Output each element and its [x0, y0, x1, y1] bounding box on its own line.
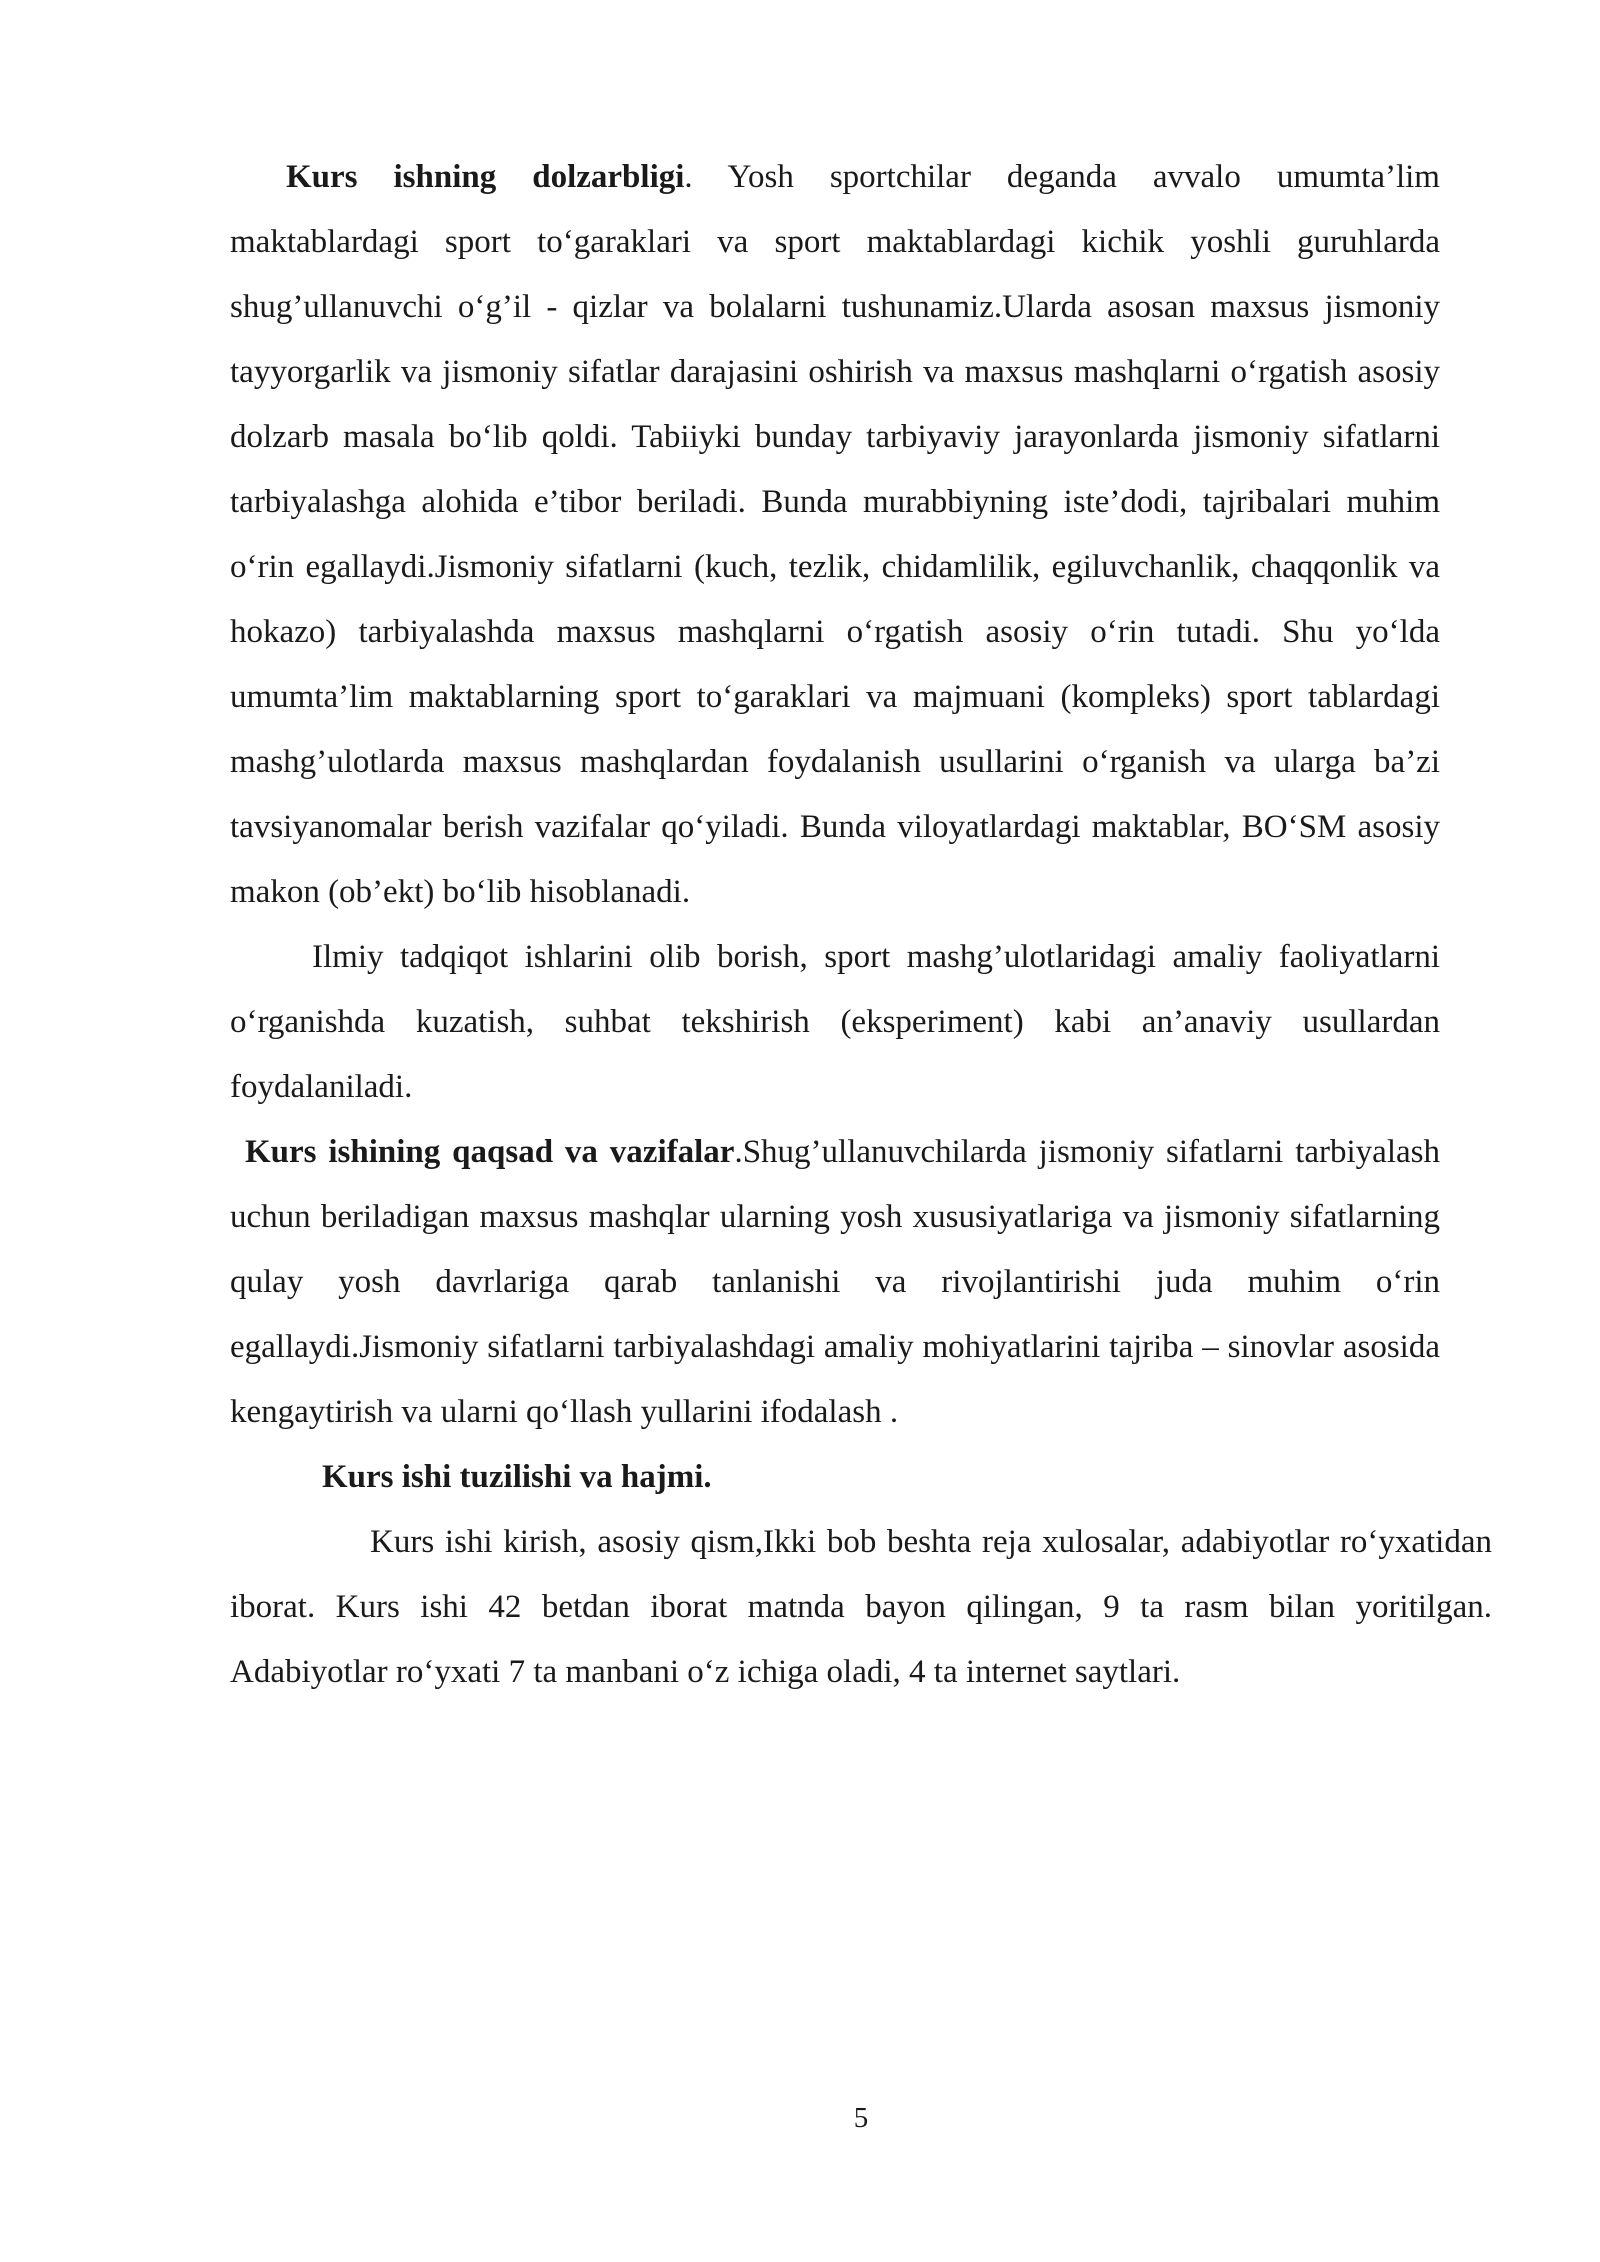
paragraph-structure [230, 1510, 1492, 1705]
paragraph-research-methods-text: Ilmiy tadqiqot ishlarini olib borish, sport mashg’ulotlaridagi amaliy faoliyatlarni o‘rganishda kuzatish, suhbat tekshirish (eksperiment) kabi an’anaviy usullardan foydalaniladi. [230, 939, 1440, 1105]
paragraph-goals-text: .Shug’ullanuvchilarda jismoniy sifatlarni tarbiyalash uchun beriladigan maxsus mashqlar ularning yosh xususiyatlariga va jismoniy sifatlarning qulay yosh davrlariga qarab tanlanishi va rivojlantirishi juda muhim o‘rin egallaydi.Jismoniy sifatlarni tarbiyalashdagi amaliy mohiyatlarini tajriba – sinovlar asosida kengaytirish va ularni qo‘llash yullarini ifodalash . [230, 1134, 1440, 1430]
heading-relevance: Kurs ishning dolzarbligi [286, 159, 685, 195]
paragraph-research-methods [230, 925, 1440, 1120]
paragraph-goals [230, 1120, 1440, 1445]
heading-structure: Kurs ishi tuzilishi va hajmi. [322, 1459, 712, 1495]
page-number: 5 [853, 2102, 869, 2134]
paragraph-structure-text: Kurs ishi kirish, asosiy qism,Ikki bob beshta reja xulosalar, adabiyotlar ro‘yxatidan iborat. Kurs ishi 42 betdan iborat matnda bayon qilingan, 9 ta rasm bilan yoritilgan. Adabiyotlar ro‘yxati 7 ta manbani o‘z ichiga oladi, 4 ta internet saytlari. [230, 1524, 1492, 1690]
paragraph-relevance [230, 145, 1440, 925]
paragraph-relevance-text: . Yosh sportchilar deganda avvalo umumta’lim maktablardagi sport to‘garaklari va sport maktablardagi kichik yoshli guruhlarda shug’ullanuvchi o‘g’il - qizlar va bolalarni tushunamiz.Ularda asosan maxsus jismoniy tayyorgarlik va jismoniy sifatlar darajasini oshirish va maxsus mashqlarni o‘rgatish asosiy dolzarb masala bo‘lib qoldi. Tabiiyki bunday tarbiyaviy jarayonlarda jismoniy sifatlarni tarbiyalashga alohida e’tibor beriladi. Bunda murabbiyning iste’dodi, tajribalari muhim o‘rin egallaydi.Jismoniy sifatlarni (kuch, tezlik, chidamlilik, egiluvchanlik, chaqqonlik va hokazo) tarbiyalashda maxsus mashqlarni o‘rgatish asosiy o‘rin tutadi. Shu yo‘lda umumta’lim maktablarning sport to‘garaklari va majmuani (kompleks) sport tablardagi mashg’ulotlarda maxsus mashqlardan foydalanish usullarini o‘rganish va ularga ba’zi tavsiyanomalar berish vazifalar qo‘yiladi. Bunda viloyatlardagi maktablar, BO‘SM asosiy makon (ob’ekt) bo‘lib hisoblanadi. [230, 159, 1440, 910]
document-body [230, 145, 1492, 1705]
heading-goals: Kurs ishining qaqsad va vazifalar [245, 1134, 735, 1170]
